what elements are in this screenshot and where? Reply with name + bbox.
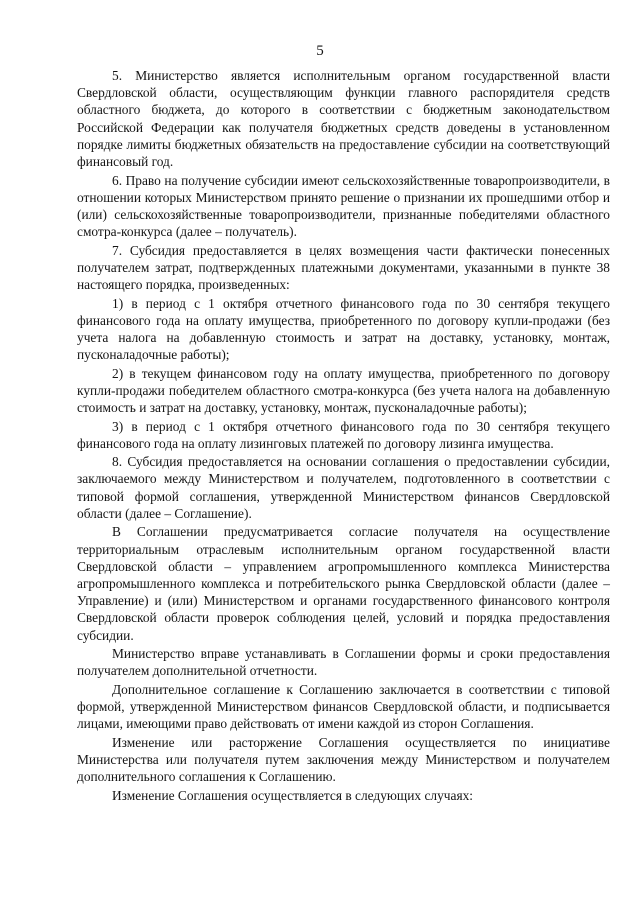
paragraph-8: 8. Субсидия предоставляется на основании соглашения о предоставлении субсидии, заключаемого между Министерством и получателем, подготовленного в соответствии с типовой формой соглашения, утвержденной Министерством финансов Свердловской области (далее – Соглашение). xyxy=(77,454,610,521)
document-body xyxy=(77,67,610,805)
paragraph-additional-agreement: Дополнительное соглашение к Соглашению заключается в соответствии с типовой формой, утвержденной Министерством финансов Свердловской области, и подписывается лицами, имеющими право действовать от имени каждой из сторон Соглашения. xyxy=(77,681,610,732)
paragraph-7-item-2: 2) в текущем финансовом году на оплату имущества, приобретенного по договору купли-продажи победителем областного смотра-конкурса (без учета налога на добавленную стоимость и затрат на доставку, установку, монтаж, пусконаладочные работы); xyxy=(77,365,610,416)
paragraph-7-item-3: 3) в период с 1 октября отчетного финансового года по 30 сентября текущего финансового года на оплату лизинговых платежей по договору лизинга имущества. xyxy=(77,418,610,451)
paragraph-7-item-1: 1) в период с 1 октября отчетного финансового года по 30 сентября текущего финансового года на оплату имущества, приобретенного по договору купли-продажи (без учета налога на добавленную стоимость и затрат на доставку, установку, монтаж, пусконаладочные работы); xyxy=(77,295,610,363)
paragraph-reporting: Министерство вправе устанавливать в Соглашении формы и сроки предоставления получателем дополнительной отчетности. xyxy=(77,646,610,679)
paragraph-termination: Изменение или расторжение Соглашения осуществляется по инициативе Министерства или получателя путем заключения между Министерством и получателем дополнительного соглашения к Соглашению. xyxy=(77,734,610,785)
page-number: 5 xyxy=(316,43,324,59)
paragraph-change-cases: Изменение Соглашения осуществляется в следующих случаях: xyxy=(112,787,474,803)
paragraph-6: 6. Право на получение субсидии имеют сельскохозяйственные товаропроизводители, в отношении которых Министерством принято решение о признании их прошедшими отбор и (или) сельскохозяйственные товаропроизводители, признанные победителями областного смотра-конкурса (далее – получатель). xyxy=(77,172,610,240)
paragraph-5: 5. Министерство является исполнительным органом государственной власти Свердловской области, осуществляющим функции главного распорядителя средств областного бюджета, до которого в соответствии с бюджетным законодательством Российской Федерации как получателя бюджетных средств доведены в установленном порядке лимиты бюджетных обязательств на предоставление субсидии на соответствующий финансовый год. xyxy=(77,68,610,170)
paragraph-7: 7. Субсидия предоставляется в целях возмещения части фактически понесенных получателем затрат, подтвержденных платежными документами, указанными в пункте 38 настоящего порядка, произведенных: xyxy=(77,242,610,293)
paragraph-agreement-consent: В Соглашении предусматривается согласие получателя на осуществление территориальным отраслевым исполнительным органом государственной власти Свердловской области – управлением агропромышленного комплекса Министерства агропромышленного комплекса и потребительского рынка Свердловской области (далее – Управление) и (или) Министерством и органами государственного финансового контроля Свердловской области проверок соблюдения целей, условий и порядка предоставления субсидии. xyxy=(77,524,610,643)
